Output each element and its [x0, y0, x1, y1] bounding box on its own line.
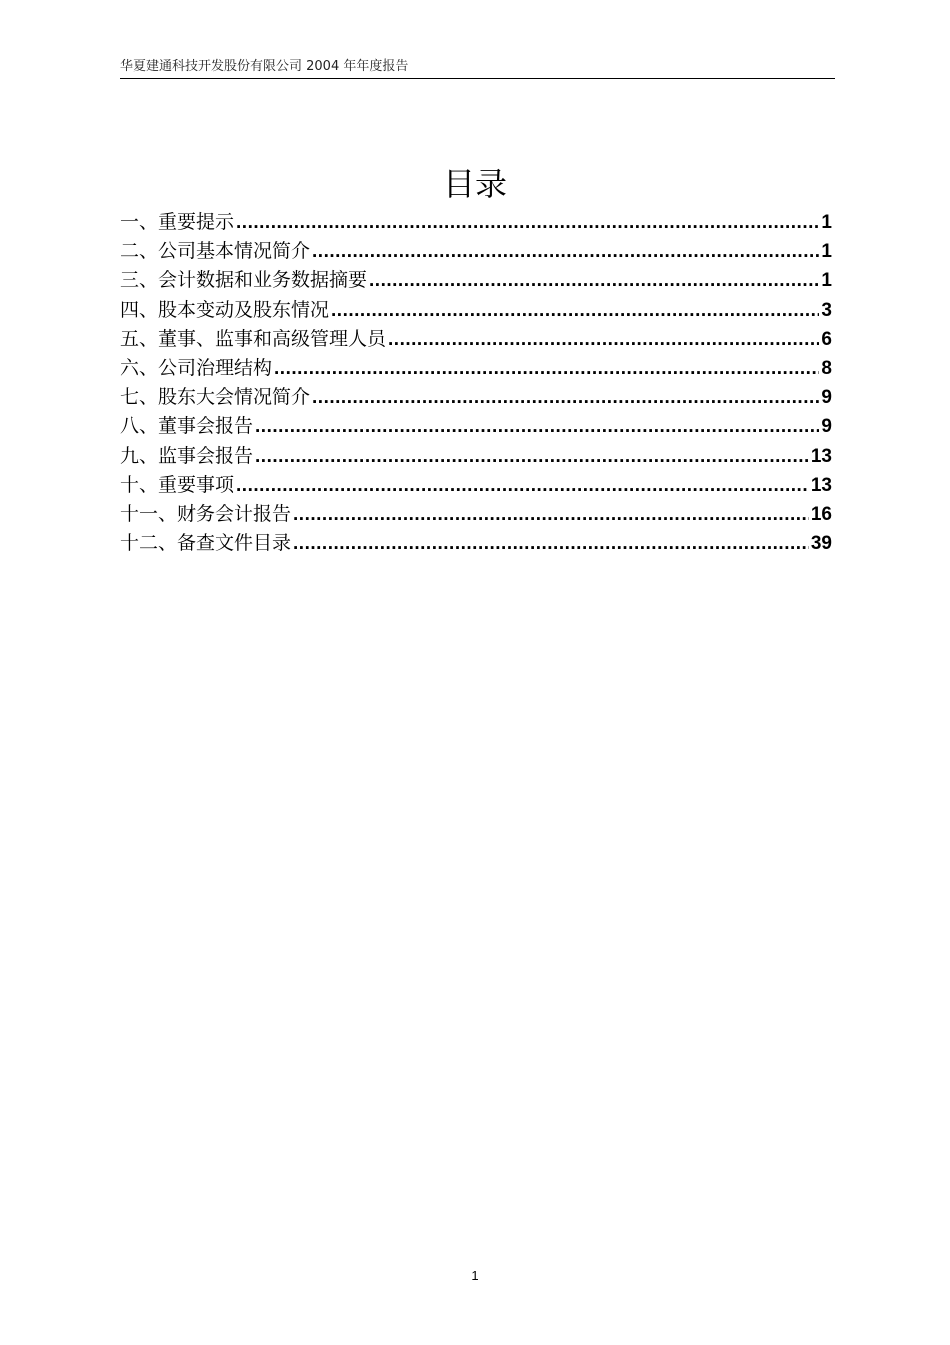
header-title: 华夏建通科技开发股份有限公司 2004 年年度报告: [120, 59, 409, 74]
dot-leader: [236, 471, 809, 500]
toc-entry-page: 13: [810, 445, 832, 467]
table-of-contents: [120, 208, 832, 558]
toc-entry-label: 九、监事会报告: [120, 444, 254, 467]
toc-entry-label: 十一、财务会计报告: [120, 502, 292, 525]
page-number: 1: [471, 1268, 479, 1283]
dot-leader: [369, 266, 819, 295]
toc-entry-page: 1: [821, 241, 832, 263]
toc-entry-label: 三、会计数据和业务数据摘要: [120, 269, 368, 292]
toc-entry-6[interactable]: [120, 354, 832, 383]
toc-title: 目录: [442, 165, 507, 203]
dot-leader: [293, 529, 809, 558]
dot-leader: [255, 442, 809, 471]
dot-leader: [312, 383, 819, 412]
toc-entry-page: 3: [821, 299, 832, 321]
dot-leader: [331, 296, 819, 325]
dot-leader: [274, 354, 819, 383]
toc-entry-9[interactable]: [120, 442, 832, 471]
toc-entry-5[interactable]: [120, 325, 832, 354]
toc-entry-8[interactable]: [120, 412, 832, 441]
toc-entry-page: 13: [810, 474, 832, 496]
toc-entry-page: 1: [821, 212, 832, 233]
dot-leader: [255, 412, 819, 441]
toc-entry-label: 十、重要事项: [120, 473, 235, 496]
toc-entry-label: 六、公司治理结构: [120, 356, 273, 379]
page-header: [120, 58, 835, 79]
dot-leader: [312, 237, 819, 266]
toc-entry-label: 八、董事会报告: [120, 415, 254, 438]
toc-entry-label: 七、股东大会情况简介: [120, 386, 311, 409]
toc-entry-page: 6: [821, 328, 832, 350]
dot-leader: [388, 325, 819, 354]
toc-entry-page: 9: [821, 416, 832, 438]
toc-entry-page: 16: [810, 503, 832, 525]
toc-entry-label: 五、董事、监事和高级管理人员: [120, 327, 387, 350]
toc-entry-page: 8: [821, 357, 832, 379]
toc-entry-2[interactable]: [120, 237, 832, 266]
dot-leader: [236, 208, 819, 237]
toc-entry-4[interactable]: [120, 296, 832, 325]
dot-leader: [293, 500, 809, 529]
toc-entry-label: 十二、备查文件目录: [120, 532, 292, 555]
toc-entry-7[interactable]: [120, 383, 832, 412]
toc-entry-page: 9: [821, 387, 832, 409]
toc-entry-page: 39: [810, 533, 832, 555]
toc-entry-3[interactable]: [120, 266, 832, 295]
toc-entry-page: 1: [821, 270, 832, 292]
toc-entry-label: 二、公司基本情况简介: [120, 240, 311, 263]
toc-entry-1[interactable]: [120, 208, 832, 237]
toc-entry-label: 一、重要提示: [120, 211, 235, 233]
toc-entry-label: 四、股本变动及股东情况: [120, 298, 330, 321]
toc-entry-10[interactable]: [120, 471, 832, 500]
toc-entry-12[interactable]: [120, 529, 832, 558]
toc-entry-11[interactable]: [120, 500, 832, 529]
